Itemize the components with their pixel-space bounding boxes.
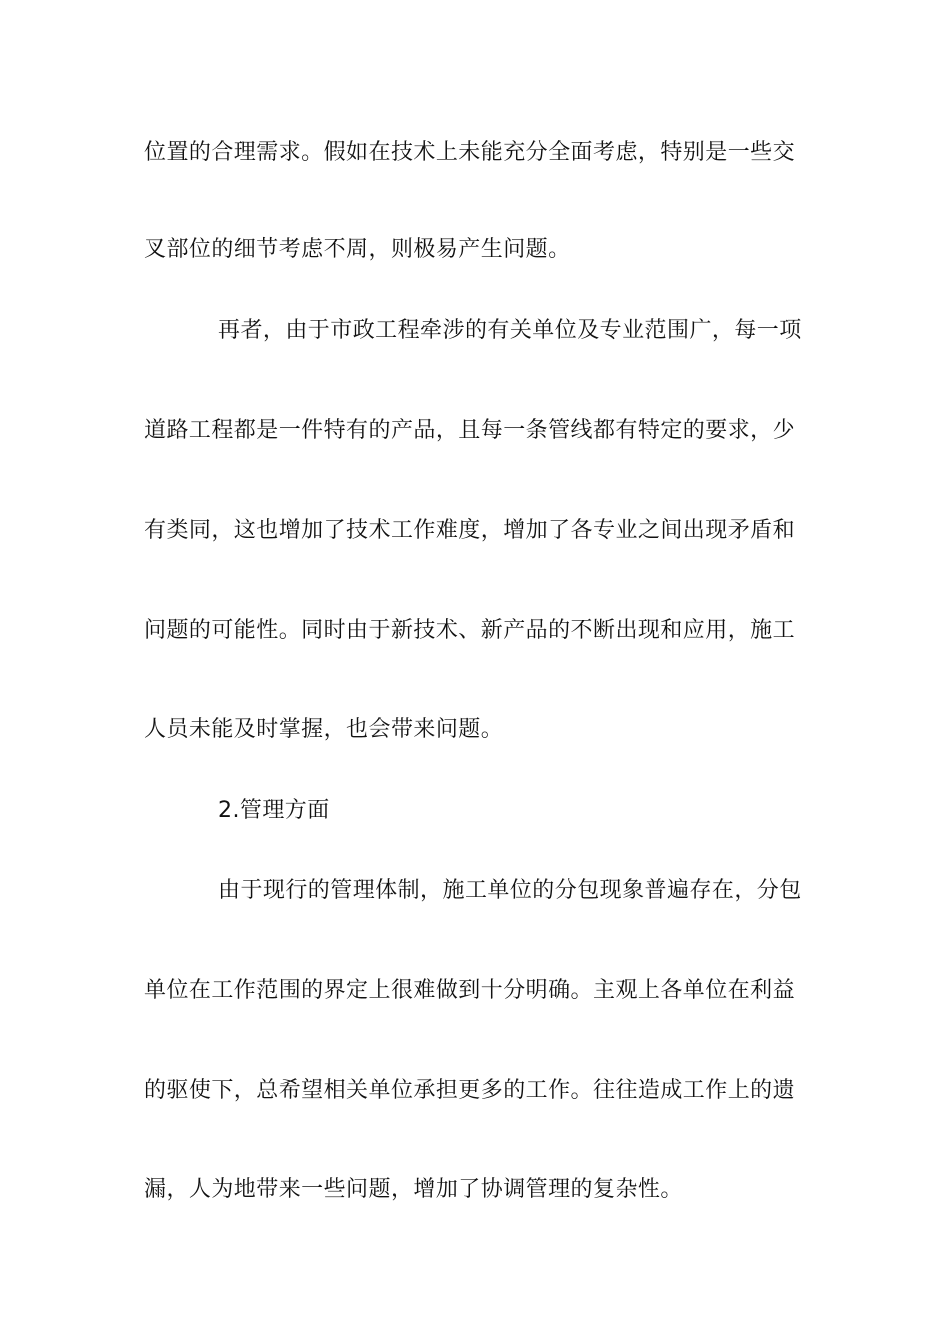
text-line-7: 人员未能及时掌握，也会带来问题。 — [144, 717, 504, 742]
paragraph-start-line: 由于现行的管理体制，施工单位的分包现象普遍存在，分包 — [218, 878, 802, 903]
text-line-12: 漏，人为地带来一些问题，增加了协调管理的复杂性。 — [144, 1177, 683, 1202]
text-line-2: 叉部位的细节考虑不周，则极易产生问题。 — [144, 237, 571, 262]
section-heading: 2.管理方面 — [218, 798, 330, 823]
text-line-11: 的驱使下，总希望相关单位承担更多的工作。往往造成工作上的遗 — [144, 1078, 796, 1103]
text-line-4: 道路工程都是一件特有的产品，且每一条管线都有特定的要求，少 — [144, 418, 796, 443]
paragraph-start-line: 再者，由于市政工程牵涉的有关单位及专业范围广，每一项 — [218, 318, 802, 343]
text-line-5: 有类同，这也增加了技术工作难度，增加了各专业之间出现矛盾和 — [144, 518, 796, 543]
text-line-1: 位置的合理需求。假如在技术上未能充分全面考虑，特别是一些交 — [144, 140, 796, 165]
text-line-6: 问题的可能性。同时由于新技术、新产品的不断出现和应用，施工 — [144, 618, 796, 643]
text-line-10: 单位在工作范围的界定上很难做到十分明确。主观上各单位在利益 — [144, 978, 796, 1003]
